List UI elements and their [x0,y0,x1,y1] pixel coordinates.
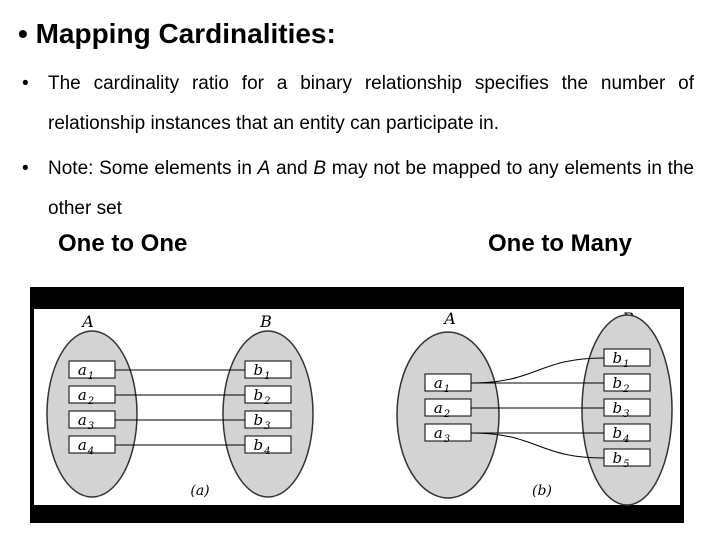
entity-a1-label: $a_1$ [77,361,95,382]
entity-b4-label: $b_4$ [253,436,271,457]
mapping-diagram [30,287,684,523]
bullet-cardinality-ratio [22,64,694,144]
caption-a: (a) [190,483,210,499]
set-b-ref: B [313,158,327,179]
entity-b1-label: $b_1$ [253,361,271,382]
bullet-note [22,149,694,229]
entity-b3-label: $b_3$ [612,399,630,420]
entity-a3-label: $a_3$ [77,411,95,432]
entity-b2-label: $b_2$ [612,374,630,395]
slide-title: • Mapping Cardinalities: [18,18,336,49]
set-b-label: B [260,312,272,331]
entity-a4-label: $a_4$ [77,436,95,457]
one-to-many-title: One to Many [488,230,633,257]
entity-b1-label: $b_1$ [612,349,630,370]
entity-a3-label: $a_3$ [433,424,451,445]
set-a-label: A [444,309,456,328]
bullet-text [48,149,694,229]
bullet-marker: • [22,73,29,94]
caption-b: (b) [532,483,552,499]
note-prefix: Note: Some elements in [48,158,258,179]
bullet-marker: • [22,158,29,179]
entity-a2-label: $a_2$ [77,386,95,407]
entity-a1-label: $a_1$ [433,374,451,395]
entity-b5-label: $b_5$ [612,449,630,470]
one-to-one-title: One to One [58,230,188,257]
set-a-ref: A [257,158,271,179]
note-suffix: may not be mapped to any elements in the other set [48,158,695,219]
note-middle: and [270,158,314,179]
entity-b2-label: $b_2$ [253,386,271,407]
entity-b4-label: $b_4$ [612,424,630,445]
set-a-label: A [82,312,94,331]
bullet-text: The cardinality ratio for a binary relationship specifies the number of relationship instances that an entity can participate in. [48,73,694,134]
entity-b3-label: $b_3$ [253,411,271,432]
entity-a2-label: $a_2$ [433,399,451,420]
